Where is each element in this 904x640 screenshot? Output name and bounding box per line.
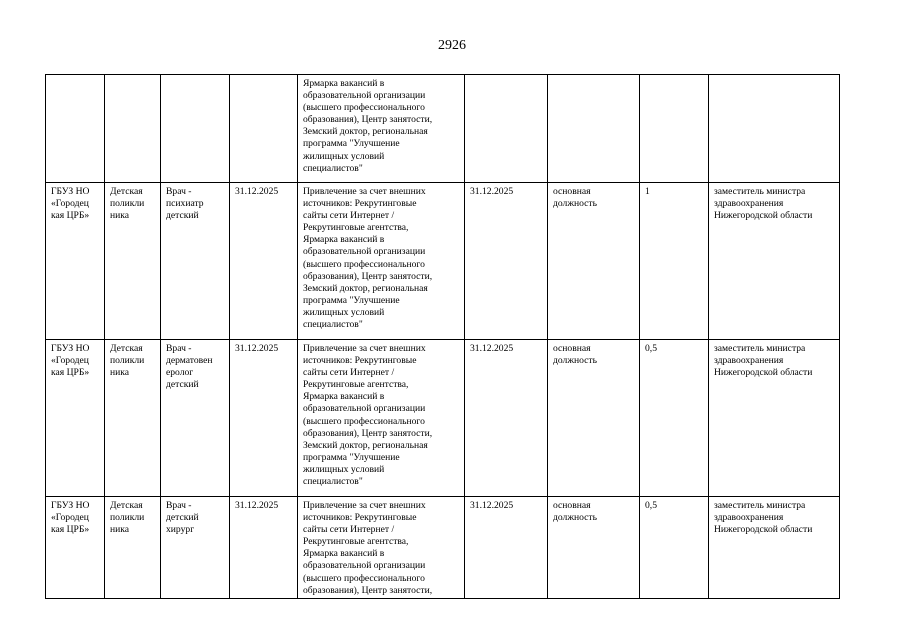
- responsible-cell: заместитель министра здравоохранения Нижегородской области: [709, 340, 840, 497]
- organization-cell: ГБУЗ НО «Городец кая ЦРБ»: [46, 497, 105, 599]
- organization-cell: ГБУЗ НО «Городец кая ЦРБ»: [46, 340, 105, 497]
- position-cell: Врач - детский хирург: [161, 497, 230, 599]
- position-type-cell: основная должность: [548, 340, 640, 497]
- deadline-cell: 31.12.2025: [230, 497, 298, 599]
- rate-cell: 0,5: [640, 340, 709, 497]
- deadline-cell: 31.12.2025: [230, 340, 298, 497]
- date-cell: 31.12.2025: [465, 497, 548, 599]
- position-type-cell: [548, 75, 640, 183]
- recruitment-methods-cell: Ярмарка вакансий в образовательной организации (высшего профессионального образования), Центр занятости, Земский доктор, региональная программа "Улучшение жилищных условий специалистов": [298, 75, 465, 183]
- recruitment-methods-cell: Привлечение за счет внешних источников: Рекрутинговые сайты сети Интернет / Рекрутинговые агентства, Ярмарка вакансий в образовательной организации (высшего профессионального образования), Центр занятости, Земский доктор, региональная программа "Улучшение жилищных условий специалистов": [298, 340, 465, 497]
- position-cell: Врач - психиатр детский: [161, 183, 230, 340]
- deadline-cell: [230, 75, 298, 183]
- date-cell: [465, 75, 548, 183]
- table-row: [46, 497, 840, 599]
- table-row: [46, 183, 840, 340]
- organization-cell: ГБУЗ НО «Городец кая ЦРБ»: [46, 183, 105, 340]
- vacancy-table: [45, 74, 840, 599]
- organization-cell: [46, 75, 105, 183]
- position-type-cell: основная должность: [548, 497, 640, 599]
- table-row: [46, 75, 840, 183]
- deadline-cell: 31.12.2025: [230, 183, 298, 340]
- position-cell: [161, 75, 230, 183]
- responsible-cell: заместитель министра здравоохранения Нижегородской области: [709, 497, 840, 599]
- rate-cell: 1: [640, 183, 709, 340]
- department-cell: Детская поликли ника: [105, 340, 161, 497]
- department-cell: Детская поликли ника: [105, 183, 161, 340]
- table-row: [46, 340, 840, 497]
- position-cell: Врач - дерматовен еролог детский: [161, 340, 230, 497]
- department-cell: [105, 75, 161, 183]
- position-type-cell: основная должность: [548, 183, 640, 340]
- page-number: 2926: [438, 38, 466, 53]
- recruitment-methods-cell: Привлечение за счет внешних источников: Рекрутинговые сайты сети Интернет / Рекрутинговые агентства, Ярмарка вакансий в образовательной организации (высшего профессионального образования), Центр занятости, Земский доктор, региональная программа "Улучшение жилищных условий специалистов": [298, 183, 465, 340]
- responsible-cell: заместитель министра здравоохранения Нижегородской области: [709, 183, 840, 340]
- recruitment-methods-cell: Привлечение за счет внешних источников: Рекрутинговые сайты сети Интернет / Рекрутинговые агентства, Ярмарка вакансий в образовательной организации (высшего профессионального образования), Центр занятости,: [298, 497, 465, 599]
- responsible-cell: [709, 75, 840, 183]
- date-cell: 31.12.2025: [465, 183, 548, 340]
- date-cell: 31.12.2025: [465, 340, 548, 497]
- department-cell: Детская поликли ника: [105, 497, 161, 599]
- rate-cell: 0,5: [640, 497, 709, 599]
- rate-cell: [640, 75, 709, 183]
